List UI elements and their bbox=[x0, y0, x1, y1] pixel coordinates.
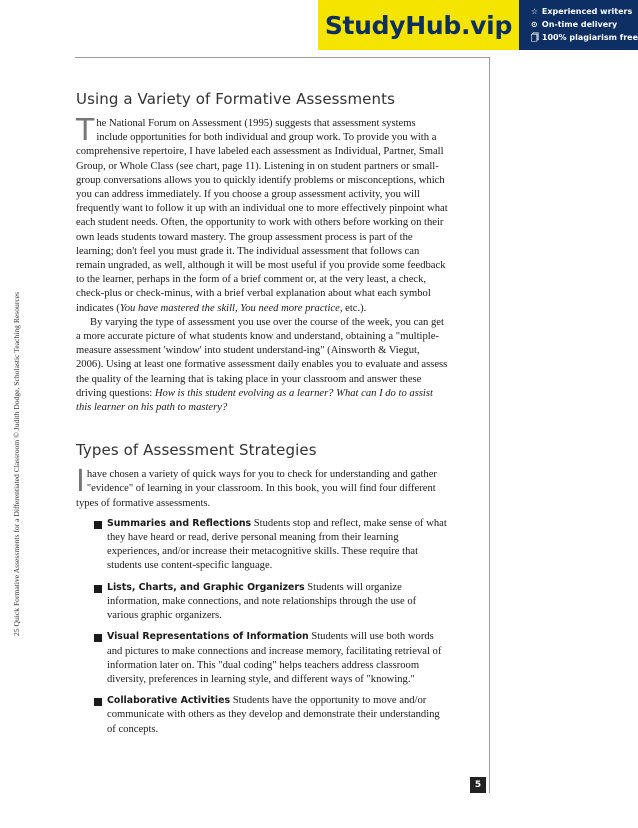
paragraph-text: etc.). bbox=[342, 302, 367, 314]
bullet-text: Students have the opportunity to move and/or communicate with others as they develop and demonstrate their understanding of concepts. bbox=[107, 695, 440, 735]
feature-plagiarism-free bbox=[531, 31, 638, 44]
paragraph-italic: You have mastered the skill, You need more practice, bbox=[119, 302, 343, 314]
section-heading-strategies: Types of Assessment Strategies bbox=[76, 441, 317, 460]
feature-experienced-writers bbox=[531, 5, 638, 18]
paragraph-text: he National Forum on Assessment (1995) suggests that assessment systems include opportunities for both individual and group work. To provide you with a comprehensive repertoire, I have labeled each assessment as Individual, Partner, Small Group, or Whole Class (see chart, page 11). Listening in on student partners or small-group conversations allows you to quickly identify problems or misconceptions, which you can address immediately. If you choose a group assessment activity, you will frequently want to follow it up with an individual one to more effectively pinpoint what each student needs. Often, the opportunity to work with others before working on their own leads students toward mastery. The group assessment process is part of the learning; don't feel you must grade it. The individual assessment that follows can remain ungraded, as well, although it will be most useful if you provide some feedback to the learner, perhaps in the form of a brief comment or, at the very least, a check, check-plus or check-minus, with a brief verbal explanation about what each symbol indicates ( bbox=[76, 118, 448, 314]
strategy-list bbox=[94, 517, 448, 737]
bullet-square-icon bbox=[94, 698, 102, 706]
feature-label: 100% plagiarism free bbox=[541, 33, 638, 42]
top-rule-divider bbox=[75, 57, 490, 58]
right-rule-divider bbox=[489, 57, 490, 793]
document-icon: 🗍 bbox=[530, 33, 539, 42]
list-item bbox=[94, 517, 448, 574]
list-item bbox=[94, 630, 448, 687]
feature-on-time-delivery bbox=[531, 18, 638, 31]
studyhub-banner[interactable] bbox=[318, 0, 638, 50]
banner-features bbox=[519, 0, 638, 50]
dropcap: T bbox=[76, 113, 95, 148]
bullet-square-icon bbox=[94, 521, 102, 529]
paragraph-formative-2 bbox=[76, 316, 448, 415]
dropcap: I bbox=[76, 464, 85, 500]
bullet-term: Summaries and Reflections bbox=[107, 517, 252, 529]
paragraph-text: have chosen a variety of quick ways for you to check for understanding and gather "evidence" of learning in your classroom. In this book, you will find four different types of formative assessments. bbox=[76, 469, 437, 509]
feature-label: Experienced writers bbox=[541, 7, 633, 16]
paragraph-strategies-intro bbox=[76, 464, 448, 511]
bullet-term: Collaborative Activities bbox=[107, 695, 231, 707]
list-item bbox=[94, 694, 448, 737]
side-copyright-text: 25 Quick Formative Assessments for a Differentiated Classroom © Judith Dodge, Scholastic Teaching Resources bbox=[12, 291, 21, 636]
list-item bbox=[94, 581, 448, 624]
bullet-text: Students will use both words and pictures to make connections and increase memory, facilitating retrieval of information later on. This "dual coding" helps teachers address classroom diversity, preferences in learning style, and different ways of "knowing." bbox=[107, 631, 442, 685]
bullet-square-icon bbox=[94, 634, 102, 642]
paragraph-formative-1 bbox=[76, 113, 448, 316]
paragraph-italic: How is this student evolving as a learner? What can I do to assist this learner on his path to mastery? bbox=[76, 387, 433, 414]
studyhub-logo[interactable]: StudyHub.vip bbox=[318, 0, 519, 50]
star-icon: ☆ bbox=[530, 7, 539, 16]
page-content bbox=[76, 90, 448, 744]
clock-icon: ⊙ bbox=[530, 20, 538, 29]
bullet-square-icon bbox=[94, 585, 102, 593]
section-heading-formative: Using a Variety of Formative Assessments bbox=[76, 90, 396, 108]
paragraph-text: By varying the type of assessment you use over the course of the week, you can get a more accurate picture of what students know and understand, obtaining a "multiple-measure assessment 'window' into student understand-ing" (Ainsworth & Viegut, 2006). Using at least one formative assessment daily enables you to evaluate and assess the quality of the learning that is taking place in your classroom and answer these driving questions: bbox=[76, 316, 448, 399]
bullet-term: Visual Representations of Information bbox=[107, 631, 309, 643]
page-number: 5 bbox=[470, 777, 486, 793]
feature-label: On-time delivery bbox=[541, 20, 618, 29]
bullet-text: Students will organize information, make connections, and note relationships through the use of various graphic organizers. bbox=[107, 581, 417, 622]
bullet-text: Students stop and reflect, make sense of what they have heard or read, derive personal meaning from their learning experiences, and/or increase their metacognitive skills. These require that students use content-specific language. bbox=[107, 517, 447, 572]
bullet-term: Lists, Charts, and Graphic Organizers bbox=[107, 581, 305, 593]
